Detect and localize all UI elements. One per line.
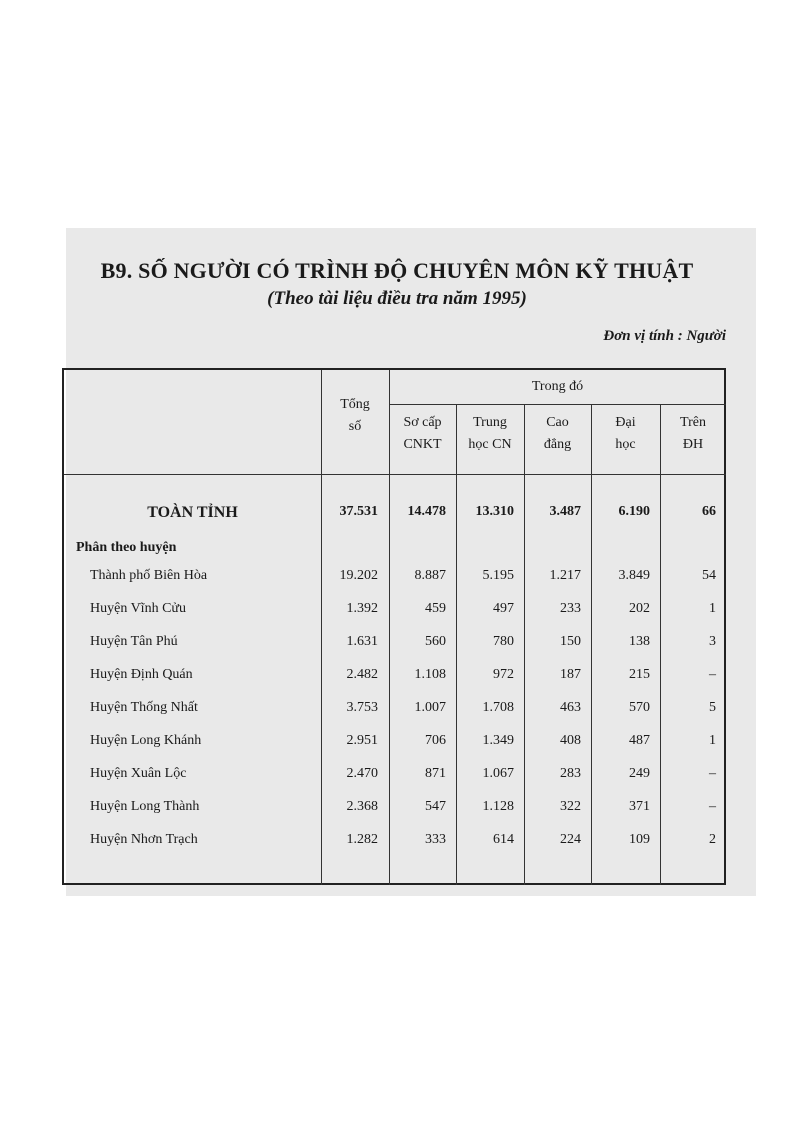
header-tren-dh-line-2: ĐH xyxy=(682,437,704,452)
divider-header xyxy=(64,474,726,475)
header-trong-do: Trong đó xyxy=(531,379,584,394)
row-label: Huyện Long Thành xyxy=(90,799,200,814)
row-value: 1.108 xyxy=(414,667,446,682)
header-cao-dang-line-1: Cao xyxy=(546,415,569,430)
row-value: 972 xyxy=(493,667,514,682)
row-value: 1.128 xyxy=(482,799,514,814)
row-value: 497 xyxy=(493,601,514,616)
row-label: Huyện Nhơn Trạch xyxy=(90,832,198,847)
row-value: 202 xyxy=(629,601,650,616)
row-label: Huyện Tân Phú xyxy=(90,634,178,649)
row-value: 322 xyxy=(560,799,581,814)
row-value: 1 xyxy=(709,601,716,616)
row-value: 187 xyxy=(560,667,581,682)
row-value: 2.482 xyxy=(346,667,378,682)
row-value: 1.392 xyxy=(346,601,378,616)
row-value: 408 xyxy=(560,733,581,748)
header-dai-hoc xyxy=(591,412,660,456)
row-value: 459 xyxy=(425,601,446,616)
row-value: 487 xyxy=(629,733,650,748)
header-total-line-2: số xyxy=(348,419,362,434)
header-so-cap xyxy=(389,412,456,456)
row-value: 2.470 xyxy=(346,766,378,781)
row-value: 2.951 xyxy=(346,733,378,748)
row-value: 547 xyxy=(425,799,446,814)
row-value: 371 xyxy=(629,799,650,814)
row-value: 215 xyxy=(629,667,650,682)
row-value: 138 xyxy=(629,634,650,649)
total-value: 6.190 xyxy=(618,504,650,519)
total-label: TOÀN TỈNH xyxy=(147,504,238,521)
row-value: 5.195 xyxy=(482,568,514,583)
row-value: 233 xyxy=(560,601,581,616)
row-value: 570 xyxy=(629,700,650,715)
row-value: 109 xyxy=(629,832,650,847)
row-value: 3 xyxy=(709,634,716,649)
row-value: 224 xyxy=(560,832,581,847)
divider-trong-do xyxy=(389,404,726,405)
row-value: 3.753 xyxy=(346,700,378,715)
row-value: 5 xyxy=(709,700,716,715)
row-label: Huyện Thống Nhất xyxy=(90,700,198,715)
row-value: 463 xyxy=(560,700,581,715)
row-value: 560 xyxy=(425,634,446,649)
row-value: 54 xyxy=(702,568,716,583)
header-trung-hoc-line-2: học CN xyxy=(468,437,512,452)
header-dai-hoc-line-2: học xyxy=(615,437,636,452)
row-value: 1.067 xyxy=(482,766,514,781)
header-cao-dang xyxy=(524,412,591,456)
row-value: 614 xyxy=(493,832,514,847)
row-value: 2.368 xyxy=(346,799,378,814)
row-value: 706 xyxy=(425,733,446,748)
header-tren-dh xyxy=(660,412,726,456)
row-value: 1.007 xyxy=(414,700,446,715)
header-dai-hoc-line-1: Đại xyxy=(615,415,636,430)
unit-label: Đơn vị tính : Người xyxy=(603,328,726,344)
total-value: 3.487 xyxy=(549,504,581,519)
total-value: 37.531 xyxy=(339,504,378,519)
row-value: 19.202 xyxy=(339,568,378,583)
header-total xyxy=(321,394,389,438)
row-value: 1.631 xyxy=(346,634,378,649)
total-value: 13.310 xyxy=(475,504,514,519)
page-subtitle: (Theo tài liệu điều tra năm 1995) xyxy=(267,288,527,309)
row-value: 249 xyxy=(629,766,650,781)
row-label: Huyện Vĩnh Cửu xyxy=(90,601,186,616)
header-trung-hoc-line-1: Trung xyxy=(473,415,507,430)
row-value: 1 xyxy=(709,733,716,748)
row-value: 150 xyxy=(560,634,581,649)
header-so-cap-line-1: Sơ cấp xyxy=(403,415,442,430)
row-value: – xyxy=(709,667,716,682)
row-value: 780 xyxy=(493,634,514,649)
header-trung-hoc xyxy=(456,412,524,456)
row-value: 2 xyxy=(709,832,716,847)
row-value: 8.887 xyxy=(414,568,446,583)
statistics-table xyxy=(62,368,726,885)
row-label: Thành phố Biên Hòa xyxy=(90,568,208,583)
row-label: Huyện Xuân Lộc xyxy=(90,766,187,781)
row-value: 1.217 xyxy=(549,568,581,583)
total-value: 14.478 xyxy=(407,504,446,519)
row-value: 871 xyxy=(425,766,446,781)
row-label: Huyện Định Quán xyxy=(90,667,193,682)
header-cao-dang-line-2: đẳng xyxy=(543,437,572,452)
row-label: Huyện Long Khánh xyxy=(90,733,202,748)
row-value: – xyxy=(709,799,716,814)
page-title: B9. SỐ NGƯỜI CÓ TRÌNH ĐỘ CHUYÊN MÔN KỸ THUẬT xyxy=(100,258,694,283)
total-value: 66 xyxy=(702,504,716,519)
header-total-line-1: Tổng xyxy=(340,397,370,412)
header-so-cap-line-2: CNKT xyxy=(403,437,442,452)
row-value: 1.349 xyxy=(482,733,514,748)
row-value: 3.849 xyxy=(618,568,650,583)
row-value: 283 xyxy=(560,766,581,781)
row-value: 333 xyxy=(425,832,446,847)
row-value: 1.282 xyxy=(346,832,378,847)
header-tren-dh-line-1: Trên xyxy=(680,415,706,430)
section-label: Phân theo huyện xyxy=(76,540,177,555)
row-value: 1.708 xyxy=(482,700,514,715)
row-value: – xyxy=(709,766,716,781)
